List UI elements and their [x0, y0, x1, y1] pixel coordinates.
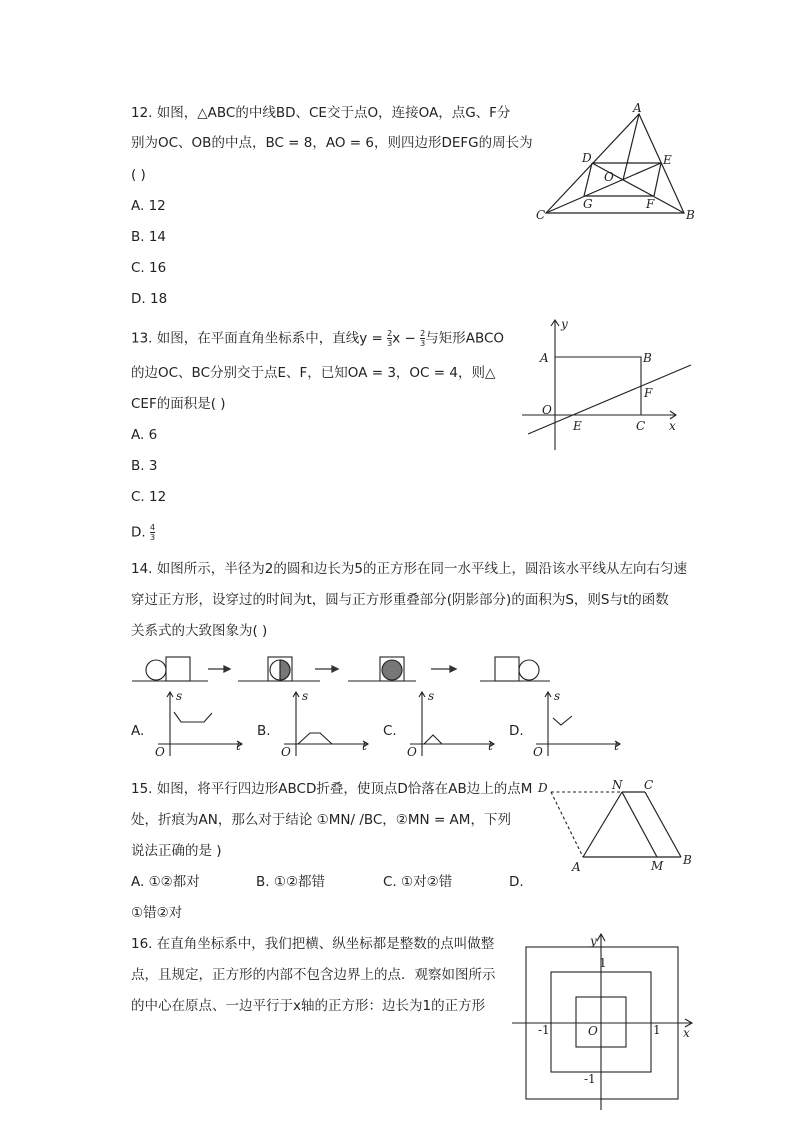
q14-option-b-label[interactable]: B.	[257, 723, 271, 739]
q14-graph-c[interactable]	[402, 688, 502, 758]
q13-line1-pre: 13. 如图，在平面直角坐标系中，直线y =	[131, 330, 388, 347]
q12-label-b: B	[686, 208, 695, 222]
q13-option-a[interactable]: A. 6	[131, 427, 158, 443]
q14-overlap-half	[280, 660, 290, 680]
svg-text:s: s	[428, 689, 435, 703]
q14-motion-strip	[130, 652, 560, 688]
q16-label-neg1-y: -1	[584, 1072, 596, 1086]
q15-label-c: C	[644, 778, 654, 792]
q15-option-d-text: ①错②对	[131, 905, 183, 921]
q12-option-b[interactable]: B. 14	[131, 229, 167, 245]
q15-option-a[interactable]: A. ①②都对	[131, 874, 200, 890]
q14-graph-a[interactable]	[150, 688, 250, 758]
q14-option-a-label[interactable]: A.	[131, 723, 145, 739]
q15-line3: 说法正确的是 )	[131, 843, 222, 859]
q13-label-x: x	[669, 419, 676, 433]
q15-parallelogram-figure	[530, 774, 700, 874]
q13-line1	[131, 329, 504, 348]
q13-option-d-frac: $\frac{4}{3}$	[149, 523, 156, 542]
q13-label-f: F	[644, 386, 653, 400]
q15-label-b: B	[683, 853, 692, 867]
q16-label-1-y: 1	[599, 956, 607, 970]
svg-text:O: O	[407, 745, 417, 759]
q14-graph-d[interactable]	[528, 688, 628, 758]
svg-text:O: O	[155, 745, 165, 759]
q15-label-a: A	[572, 860, 581, 874]
q13-coordinate-figure	[518, 316, 688, 456]
q12-label-f: F	[646, 197, 655, 211]
q12-label-e: E	[663, 153, 672, 167]
q14-option-c-label[interactable]: C.	[383, 723, 397, 739]
q13-label-a: A	[540, 351, 549, 365]
q12-label-c: C	[536, 208, 546, 222]
q12-line2: 别为OC、OB的中点，BC = 8，AO = 6，则四边形DEFG的周长为	[131, 135, 533, 151]
q13-line1-post: 与矩形ABCO	[425, 330, 505, 347]
q12-label-a: A	[633, 101, 642, 115]
svg-text:O: O	[533, 745, 543, 759]
q13-option-d[interactable]: D. $\frac{4}{3}$	[131, 523, 156, 542]
q16-label-neg1-x: -1	[538, 1023, 550, 1037]
svg-text:s: s	[554, 689, 561, 703]
q12-label-d: D	[582, 151, 592, 165]
q13-frac1: $\frac{2}{3}$	[387, 329, 393, 348]
q16-line1: 16. 在直角坐标系中，我们把横、纵坐标都是整数的点叫做整	[131, 936, 495, 952]
q13-label-e: E	[573, 419, 582, 433]
svg-text:t: t	[362, 739, 367, 753]
q14-line3: 关系式的大致图象为( )	[131, 623, 268, 639]
q15-option-b[interactable]: B. ①②都错	[256, 874, 326, 890]
q14-line2: 穿过正方形，设穿过的时间为t，圆与正方形重叠部分(阴影部分)的面积为S，则S与t的函数	[131, 592, 669, 608]
q16-label-y: y	[590, 934, 597, 948]
q13-line1-mid: x −	[392, 330, 421, 347]
q15-option-d[interactable]: D.	[509, 874, 524, 890]
q16-label-x: x	[683, 1026, 690, 1040]
q16-line2: 点，且规定，正方形的内部不包含边界上的点．观察如图所示	[131, 967, 496, 983]
q15-option-c[interactable]: C. ①对②错	[383, 874, 453, 890]
q15-label-n: N	[612, 778, 623, 792]
q14-overlap-full	[382, 660, 402, 680]
q12-label-g: G	[583, 197, 593, 211]
q15-line2: 处，折痕为AN，那么对于结论 ①MN/ /BC，②MN = AM，下列	[131, 812, 511, 828]
q12-label-o: O	[604, 170, 614, 184]
q13-line3: CEF的面积是( )	[131, 396, 226, 412]
svg-text:t: t	[614, 739, 619, 753]
q16-squares-figure	[510, 930, 700, 1115]
q15-label-m: M	[651, 859, 664, 873]
q15-label-d: D	[538, 781, 548, 795]
svg-text:t: t	[236, 739, 241, 753]
q12-option-d[interactable]: D. 18	[131, 291, 168, 307]
q13-label-b: B	[643, 351, 652, 365]
q12-option-c[interactable]: C. 16	[131, 260, 167, 276]
q13-option-c[interactable]: C. 12	[131, 489, 167, 505]
svg-text:t: t	[488, 739, 493, 753]
q12-option-a[interactable]: A. 12	[131, 198, 166, 214]
q14-option-d-label[interactable]: D.	[509, 723, 524, 739]
q16-label-o: O	[588, 1024, 598, 1038]
q13-frac2: $\frac{2}{3}$	[420, 329, 426, 348]
q13-label-o: O	[542, 403, 552, 417]
q12-triangle-figure	[530, 100, 700, 225]
q14-line1: 14. 如图所示，半径为2的圆和边长为5的正方形在同一水平线上，圆沿该水平线从左向右匀速	[131, 561, 687, 577]
q13-label-c: C	[636, 419, 646, 433]
svg-text:s: s	[176, 689, 183, 703]
q16-label-1-x: 1	[653, 1023, 661, 1037]
svg-text:s: s	[302, 689, 309, 703]
q12-line1: 12. 如图，△ABC的中线BD、CE交于点O，连接OA，点G、F分	[131, 105, 511, 121]
q15-line1: 15. 如图，将平行四边形ABCD折叠，使顶点D恰落在AB边上的点M	[131, 781, 533, 797]
q13-line2: 的边OC、BC分别交于点E、F，已知OA = 3，OC = 4，则△	[131, 365, 496, 381]
q16-line3: 的中心在原点、一边平行于x轴的正方形：边长为1的正方形	[131, 998, 486, 1014]
q14-graph-b[interactable]	[276, 688, 376, 758]
q12-line3: ( )	[131, 167, 146, 183]
svg-text:O: O	[281, 745, 291, 759]
q13-option-b[interactable]: B. 3	[131, 458, 158, 474]
q13-label-y: y	[561, 317, 568, 331]
